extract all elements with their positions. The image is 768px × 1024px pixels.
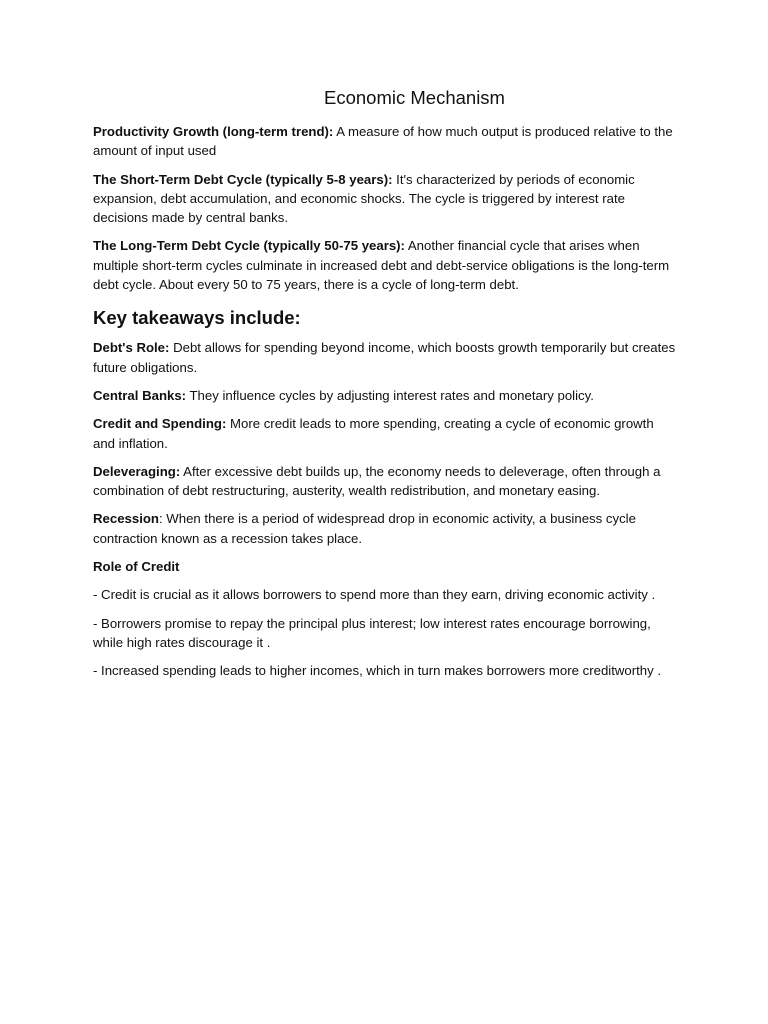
takeaways-heading: Key takeaways include:	[93, 307, 301, 329]
takeaway-term: Deleveraging:	[93, 463, 181, 479]
intro-term: Productivity Growth (long-term trend):	[93, 124, 334, 139]
page-title: Economic Mechanism	[324, 87, 505, 108]
intro-paragraph-productivity	[93, 122, 678, 161]
document-page	[93, 86, 678, 690]
takeaway-term: Credit and Spending:	[93, 416, 227, 432]
intro-text: It's characterized by periods of economic expansion, debt accumulation, and economic shocks. The cycle is triggered by interest rate decisions made by central banks.	[93, 171, 635, 226]
takeaway-recession	[93, 509, 678, 548]
intro-term: The Long-Term Debt Cycle (typically 50-75 years):	[93, 238, 405, 254]
takeaway-deleveraging	[93, 462, 678, 501]
takeaway-text: More credit leads to more spending, creating a cycle of economic growth and inflation.	[93, 416, 654, 451]
takeaway-text: Debt allows for spending beyond income, which boosts growth temporarily but creates future obligations.	[93, 340, 676, 375]
takeaway-text: After excessive debt builds up, the economy needs to deleverage, often through a combination of debt restructuring, austerity, wealth redistribution, and monetary easing.	[93, 463, 661, 499]
takeaway-term: Recession	[93, 511, 159, 527]
takeaway-debts-role	[93, 338, 678, 377]
takeaway-text: They influence cycles by adjusting interest rates and monetary policy.	[186, 387, 594, 403]
credit-point: - Borrowers promise to repay the principal plus interest; low interest rates encourage borrowing, while high rates discourage it .	[93, 615, 651, 650]
intro-text: A measure of how much output is produced relative to the amount of input used	[93, 124, 673, 159]
intro-text: Another financial cycle that arises when multiple short-term cycles culminate in increased debt and debt-service obligations is the long-term debt cycle. About every 50 to 75 years, there is a cycle of long-term debt.	[93, 238, 670, 293]
takeaway-credit-spending	[93, 414, 678, 453]
takeaway-text: : When there is a period of widespread drop in economic activity, a business cycle contraction known as a recession takes place.	[93, 511, 636, 546]
credit-point: - Credit is crucial as it allows borrowers to spend more than they earn, driving economic activity .	[93, 587, 656, 603]
role-of-credit-heading: Role of Credit	[93, 559, 180, 575]
credit-point: - Increased spending leads to higher incomes, which in turn makes borrowers more creditworthy .	[93, 663, 662, 679]
intro-paragraph-short-term-debt	[93, 170, 678, 228]
takeaway-term: Debt's Role:	[93, 340, 170, 356]
intro-term: The Short-Term Debt Cycle (typically 5-8 years):	[93, 171, 393, 187]
takeaway-term: Central Banks:	[93, 387, 187, 403]
takeaway-central-banks	[93, 386, 678, 405]
intro-paragraph-long-term-debt	[93, 236, 678, 294]
